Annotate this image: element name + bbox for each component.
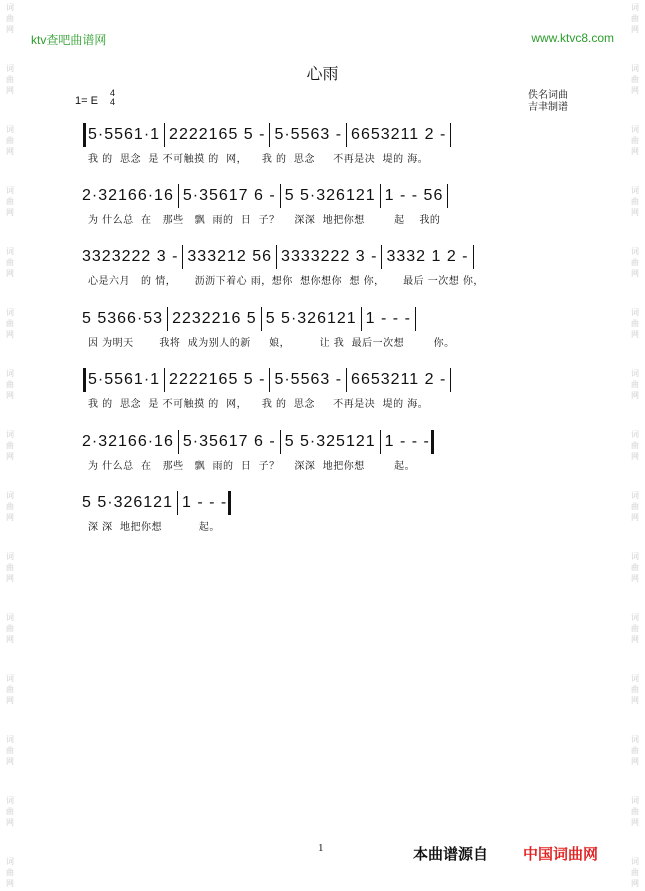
watermark-char: 网: [631, 757, 639, 766]
watermark-char: 网: [6, 696, 14, 705]
watermark-cell: [2, 488, 18, 549]
watermark-char: 网: [631, 25, 639, 34]
barline: [182, 245, 183, 269]
watermark-char: 曲: [6, 258, 14, 267]
measure: 3332 1 2 -: [386, 248, 469, 265]
watermark-cell: [627, 854, 643, 891]
measure: 5·5561·1: [88, 371, 161, 388]
barline: [164, 123, 165, 147]
watermark-char: 词: [6, 674, 14, 683]
barline: [473, 245, 474, 269]
watermark-cell: [627, 305, 643, 366]
watermark-char: 网: [6, 330, 14, 339]
measure: 2·32166·16: [82, 187, 174, 204]
watermark-char: 词: [631, 796, 639, 805]
barline: [269, 123, 270, 147]
watermark-char: 曲: [631, 441, 639, 450]
watermark-char: 词: [631, 674, 639, 683]
barline: [178, 184, 179, 208]
measure: 5 5·326121: [284, 187, 376, 204]
watermark-char: 曲: [631, 75, 639, 84]
measure: 6653211 2 -: [351, 371, 447, 388]
watermark-char: 曲: [631, 746, 639, 755]
watermark-char: 网: [631, 330, 639, 339]
watermark-char: 曲: [631, 136, 639, 145]
watermark-char: 曲: [6, 75, 14, 84]
watermark-char: 词: [631, 247, 639, 256]
watermark-char: 词: [631, 552, 639, 561]
watermark-char: 网: [631, 574, 639, 583]
watermark-cell: [2, 183, 18, 244]
watermark-cell: [2, 244, 18, 305]
watermark-char: 曲: [631, 563, 639, 572]
watermark-cell: [2, 610, 18, 671]
barline: [361, 307, 362, 331]
measure: 2·32166·16: [82, 433, 174, 450]
barline: [167, 307, 168, 331]
watermark-char: 网: [631, 391, 639, 400]
watermark-char: 网: [631, 696, 639, 705]
barline: [450, 123, 451, 147]
watermark-char: 词: [6, 369, 14, 378]
watermark-char: 曲: [6, 868, 14, 877]
watermark-char: 词: [6, 796, 14, 805]
watermark-cell: [2, 854, 18, 891]
score-system: [82, 489, 572, 537]
measure: 6653211 2 -: [351, 126, 447, 143]
watermark-char: 词: [631, 735, 639, 744]
lyrics-line: 深 深 地把你想 起。: [88, 522, 220, 533]
barline: [380, 430, 381, 454]
watermark-char: 网: [631, 635, 639, 644]
measure: 5 5·326121: [265, 310, 357, 327]
right-watermark-column: [627, 0, 643, 891]
watermark-char: 网: [6, 757, 14, 766]
watermark-char: 词: [6, 430, 14, 439]
measure: 2222165 5 -: [169, 371, 266, 388]
score-system: [82, 243, 572, 291]
measure: 5 5·326121: [82, 494, 173, 511]
watermark-char: 词: [6, 3, 14, 12]
barline: [450, 368, 451, 392]
watermark-char: 词: [631, 491, 639, 500]
watermark-char: 网: [6, 818, 14, 827]
watermark-char: 词: [6, 491, 14, 500]
score-credit: 吉聿制谱: [528, 102, 568, 113]
watermark-char: 网: [6, 635, 14, 644]
watermark-char: 曲: [6, 685, 14, 694]
watermark-char: 网: [6, 879, 14, 888]
watermark-char: 曲: [6, 624, 14, 633]
watermark-char: 网: [6, 208, 14, 217]
watermark-char: 曲: [631, 197, 639, 206]
source-label: 本曲谱源自: [413, 845, 489, 863]
score-system: [82, 366, 572, 414]
repeat-start-barline: [83, 368, 86, 392]
barline: [276, 245, 277, 269]
left-watermark-column: [2, 0, 18, 891]
watermark-cell: [627, 366, 643, 427]
lyrics-line: 为 什么总 在 那些 飘 雨的 日 子？ 深深 地把你想 起 我的: [88, 215, 441, 226]
watermark-char: 网: [631, 269, 639, 278]
measure: 3323222 3 -: [82, 248, 179, 265]
lyrics-line: 心是六月 的 情， 沥沥下着心 雨，想你 想你想你 想 你， 最后 一次想 你，: [88, 276, 484, 287]
notation-line: [82, 428, 572, 458]
barline: [280, 430, 281, 454]
barline: [415, 307, 416, 331]
watermark-char: 网: [631, 86, 639, 95]
watermark-char: 曲: [6, 136, 14, 145]
watermark-cell: [2, 549, 18, 610]
notation-line: [82, 243, 572, 273]
barline: [261, 307, 262, 331]
watermark-char: 曲: [6, 807, 14, 816]
watermark-cell: [627, 488, 643, 549]
measure: 1 - - -: [181, 494, 228, 511]
barline: [280, 184, 281, 208]
watermark-cell: [2, 305, 18, 366]
watermark-char: 词: [6, 552, 14, 561]
watermark-cell: [627, 0, 643, 61]
watermark-char: 网: [6, 452, 14, 461]
measure: 2222165 5 -: [169, 126, 266, 143]
watermark-cell: [627, 549, 643, 610]
watermark-char: 词: [6, 64, 14, 73]
barline: [447, 184, 448, 208]
watermark-cell: [627, 610, 643, 671]
barline: [346, 123, 347, 147]
notation-line: [82, 305, 572, 335]
watermark-char: 词: [631, 857, 639, 866]
watermark-char: 曲: [631, 258, 639, 267]
key-signature: 1= E: [75, 95, 98, 107]
watermark-char: 网: [6, 147, 14, 156]
notation-line: [82, 366, 572, 396]
watermark-char: 曲: [6, 746, 14, 755]
lyrics-line: 我 的 思念 是 不可触摸 的 网， 我 的 思念 不再是决 堤的 海。: [88, 154, 429, 165]
measure: 333212 56: [187, 248, 273, 265]
measure: 5·35617 6 -: [182, 187, 276, 204]
measure: 3333222 3 -: [281, 248, 378, 265]
watermark-cell: [2, 122, 18, 183]
watermark-char: 网: [6, 513, 14, 522]
repeat-start-barline: [83, 123, 86, 147]
final-barline: [228, 491, 231, 515]
watermark-char: 曲: [6, 197, 14, 206]
watermark-cell: [627, 427, 643, 488]
barline: [164, 368, 165, 392]
watermark-char: 网: [631, 879, 639, 888]
watermark-char: 词: [631, 186, 639, 195]
time-signature: [110, 89, 115, 107]
watermark-cell: [2, 793, 18, 854]
watermark-char: 网: [6, 86, 14, 95]
header-site-url[interactable]: www.ktvc8.com: [531, 31, 614, 45]
lyrics-line: 为 什么总 在 那些 飘 雨的 日 子？ 深深 地把你想 起。: [88, 461, 416, 472]
watermark-char: 词: [6, 308, 14, 317]
measure: 2232216 5: [172, 310, 257, 327]
watermark-cell: [2, 0, 18, 61]
watermark-char: 词: [631, 125, 639, 134]
watermark-char: 词: [6, 186, 14, 195]
notation-line: [82, 121, 572, 151]
measure: 5 5366·53: [82, 310, 164, 327]
watermark-char: 词: [631, 613, 639, 622]
score-system: [82, 182, 572, 230]
watermark-cell: [627, 793, 643, 854]
notation-line: [82, 489, 572, 519]
header-site-name[interactable]: ktv查吧曲谱网: [31, 33, 107, 47]
watermark-char: 网: [631, 147, 639, 156]
watermark-char: 网: [631, 513, 639, 522]
watermark-char: 词: [631, 3, 639, 12]
watermark-char: 词: [6, 247, 14, 256]
watermark-char: 曲: [6, 502, 14, 511]
watermark-cell: [2, 732, 18, 793]
song-title: 心雨: [306, 64, 339, 83]
measure: 1 - - -: [384, 433, 430, 450]
watermark-char: 网: [6, 574, 14, 583]
watermark-char: 词: [631, 64, 639, 73]
watermark-char: 词: [631, 308, 639, 317]
watermark-char: 词: [631, 369, 639, 378]
watermark-cell: [2, 671, 18, 732]
meter-top: 4: [110, 88, 116, 98]
watermark-char: 曲: [6, 14, 14, 23]
watermark-cell: [627, 244, 643, 305]
barline: [178, 430, 179, 454]
watermark-char: 词: [631, 430, 639, 439]
lyrics-line: 我 的 思念 是 不可触摸 的 网， 我 的 思念 不再是决 堤的 海。: [88, 399, 429, 410]
watermark-cell: [627, 671, 643, 732]
meter-bottom: 4: [110, 97, 116, 107]
measure: 1 - - -: [365, 310, 411, 327]
watermark-char: 词: [6, 735, 14, 744]
measure: 5·5561·1: [88, 126, 161, 143]
watermark-char: 曲: [631, 380, 639, 389]
watermark-char: 曲: [6, 319, 14, 328]
watermark-char: 曲: [631, 807, 639, 816]
watermark-char: 曲: [631, 319, 639, 328]
barline: [269, 368, 270, 392]
watermark-char: 网: [631, 818, 639, 827]
watermark-char: 曲: [631, 502, 639, 511]
score-system: [82, 305, 572, 353]
page-number: 1: [318, 842, 324, 854]
watermark-char: 曲: [6, 563, 14, 572]
measure: 1 - - 56: [384, 187, 444, 204]
watermark-char: 网: [6, 269, 14, 278]
watermark-cell: [627, 732, 643, 793]
watermark-cell: [2, 366, 18, 427]
source-site[interactable]: 中国词曲网: [523, 845, 599, 863]
measure: 5·5563 -: [274, 126, 343, 143]
measure: 5·5563 -: [274, 371, 343, 388]
watermark-char: 曲: [631, 14, 639, 23]
watermark-char: 曲: [631, 624, 639, 633]
watermark-char: 网: [631, 452, 639, 461]
lyrics-credit: 佚名词曲: [528, 90, 568, 101]
watermark-char: 网: [6, 25, 14, 34]
watermark-cell: [627, 122, 643, 183]
measure: 5·35617 6 -: [182, 433, 276, 450]
score-system: [82, 121, 572, 169]
lyrics-line: 因 为明天 我将 成为别人的新 娘， 让 我 最后一次想 你。: [88, 338, 455, 349]
watermark-cell: [627, 183, 643, 244]
watermark-char: 曲: [631, 685, 639, 694]
barline: [346, 368, 347, 392]
measure: 5 5·325121: [284, 433, 376, 450]
watermark-char: 网: [631, 208, 639, 217]
score-system: [82, 428, 572, 476]
watermark-char: 曲: [6, 380, 14, 389]
watermark-char: 词: [6, 857, 14, 866]
repeat-end-barline: [431, 430, 434, 454]
watermark-char: 词: [6, 125, 14, 134]
notation-line: [82, 182, 572, 212]
watermark-char: 网: [6, 391, 14, 400]
watermark-char: 曲: [631, 868, 639, 877]
barline: [177, 491, 178, 515]
watermark-char: 曲: [6, 441, 14, 450]
barline: [380, 184, 381, 208]
watermark-cell: [2, 427, 18, 488]
barline: [381, 245, 382, 269]
watermark-char: 词: [6, 613, 14, 622]
